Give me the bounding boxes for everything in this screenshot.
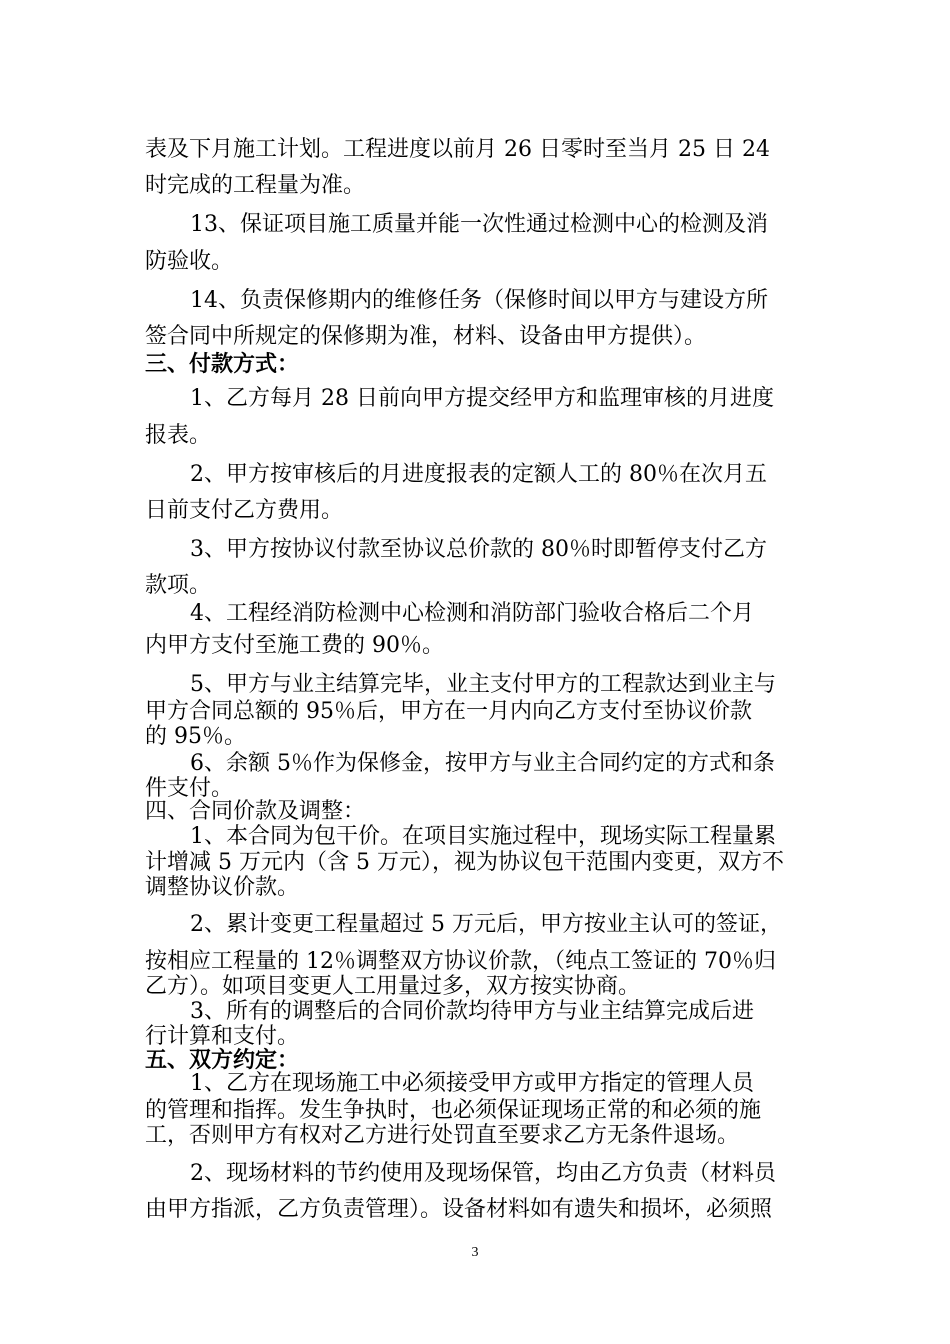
text-line: 2、现场材料的节约使用及现场保管，均由乙方负责（材料员	[190, 1161, 776, 1186]
text-line: 报表。	[145, 423, 212, 448]
text-line: 5、甲方与业主结算完毕，业主支付甲方的工程款达到业主与	[190, 672, 776, 697]
section-heading: 四、合同价款及调整：	[145, 799, 366, 824]
text-line: 调整协议价款。	[145, 875, 300, 900]
section-heading: 三、付款方式：	[145, 351, 300, 377]
text-line: 13、保证项目施工质量并能一次性通过检测中心的检测及消	[190, 212, 768, 237]
text-line: 行计算和支付。	[145, 1024, 300, 1049]
text-line: 按相应工程量的 12％调整双方协议价款，（纯点工签证的 70％归	[145, 949, 776, 974]
page-number: 3	[471, 1245, 479, 1260]
text-line: 3、甲方按协议付款至协议总价款的 80％时即暂停支付乙方	[190, 537, 767, 562]
text-line: 由甲方指派，乙方负责管理）。设备材料如有遗失和损坏，必须照	[145, 1197, 773, 1222]
text-line: 3、所有的调整后的合同价款均待甲方与业主结算完成后进	[190, 999, 754, 1024]
section-heading: 五、双方约定：	[145, 1047, 300, 1073]
text-line: 1、乙方在现场施工中必须接受甲方或甲方指定的管理人员	[190, 1071, 754, 1096]
text-line: 14、负责保修期内的维修任务（保修时间以甲方与建设方所	[190, 288, 768, 313]
text-line: 的 95％。	[145, 724, 246, 749]
text-line: 款项。	[145, 573, 212, 598]
text-line: 的管理和指挥。发生争执时，也必须保证现场正常的和必须的施	[145, 1098, 762, 1123]
text-line: 签合同中所规定的保修期为准，材料、设备由甲方提供）。	[145, 324, 707, 349]
text-line: 计增减 5 万元内（含 5 万元），视为协议包干范围内变更，双方不	[145, 850, 784, 875]
text-line: 件支付。	[145, 776, 234, 801]
text-line: 2、甲方按审核后的月进度报表的定额人工的 80％在次月五	[190, 462, 767, 487]
text-line: 内甲方支付至施工费的 90％。	[145, 633, 444, 658]
text-line: 6、余额 5％作为保修金，按甲方与业主合同约定的方式和条	[190, 751, 775, 776]
text-line: 日前支付乙方费用。	[145, 498, 344, 523]
text-line: 表及下月施工计划。工程进度以前月 26 日零时至当月 25 日 24	[145, 137, 770, 162]
text-line: 甲方合同总额的 95％后，甲方在一月内向乙方支付至协议价款	[145, 699, 752, 724]
text-line: 工，否则甲方有权对乙方进行处罚直至要求乙方无条件退场。	[145, 1123, 740, 1148]
text-line: 1、本合同为包干价。在项目实施过程中，现场实际工程量累	[190, 824, 776, 849]
text-line: 防验收。	[145, 249, 234, 274]
text-line: 4、工程经消防检测中心检测和消防部门验收合格后二个月	[190, 601, 754, 626]
text-line: 1、乙方每月 28 日前向甲方提交经甲方和监理审核的月进度	[190, 386, 774, 411]
text-line: 2、累计变更工程量超过 5 万元后，甲方按业主认可的签证，	[190, 912, 782, 937]
text-line: 时完成的工程量为准。	[145, 173, 366, 198]
text-line: 乙方）。如项目变更人工用量过多，双方按实协商。	[145, 974, 641, 999]
